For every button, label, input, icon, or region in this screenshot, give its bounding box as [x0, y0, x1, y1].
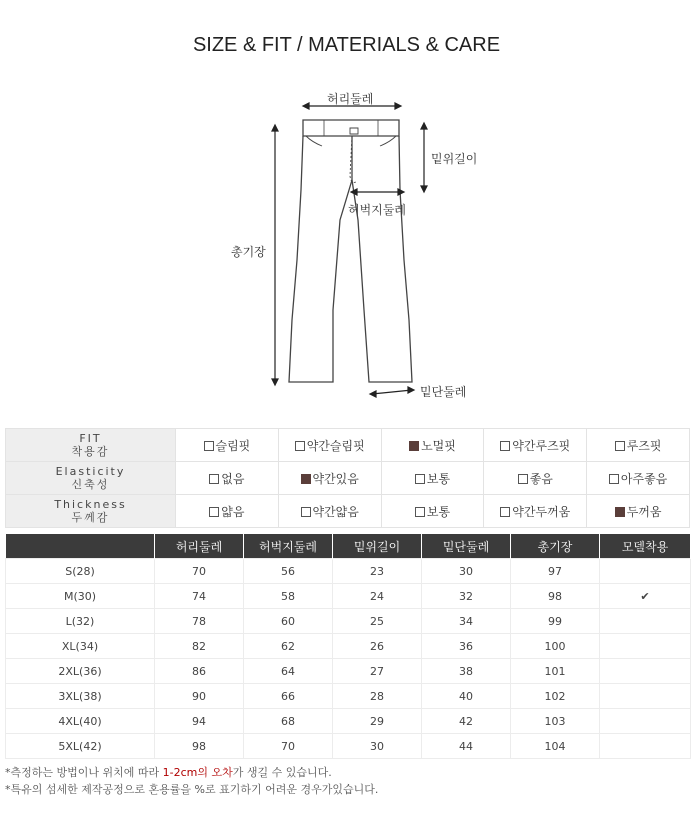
checked-box-icon — [409, 441, 419, 451]
pants-diagram — [0, 80, 693, 420]
size-cell: 42 — [422, 709, 511, 734]
notes — [5, 764, 378, 798]
fit-option — [587, 462, 690, 495]
note-highlight: 1-2cm의 오차 — [162, 766, 233, 779]
fit-option-label: 약간얇음 — [312, 504, 359, 519]
fit-option — [176, 429, 279, 462]
fit-option-label: 루즈핏 — [626, 438, 662, 453]
unchecked-box-icon — [500, 507, 510, 517]
fit-option — [484, 429, 587, 462]
size-cell: 62 — [244, 634, 333, 659]
fit-option — [381, 462, 484, 495]
length-label: 총기장 — [231, 245, 266, 259]
size-cell: 82 — [155, 634, 244, 659]
fit-row — [6, 495, 690, 528]
fit-option — [381, 429, 484, 462]
fit-option — [278, 495, 381, 528]
size-cell: 68 — [244, 709, 333, 734]
size-cell: 34 — [422, 609, 511, 634]
fit-option-label: 노멀핏 — [421, 438, 456, 453]
fit-option-label: 약간루즈핏 — [512, 438, 571, 453]
fit-option-label: 약간슬림핏 — [306, 438, 365, 453]
size-col-header: 허벅지둘레 — [244, 534, 333, 559]
thigh-label: 허벅지둘레 — [348, 203, 406, 217]
checked-box-icon — [301, 474, 311, 484]
size-cell: 27 — [333, 659, 422, 684]
size-cell: 2XL(36) — [6, 659, 155, 684]
size-cell: 97 — [511, 559, 600, 584]
size-row — [6, 734, 691, 759]
size-cell: 26 — [333, 634, 422, 659]
size-cell: 98 — [511, 584, 600, 609]
size-cell: 60 — [244, 609, 333, 634]
size-col-header: 총기장 — [511, 534, 600, 559]
size-cell: 98 — [155, 734, 244, 759]
size-cell: 70 — [155, 559, 244, 584]
unchecked-box-icon — [500, 441, 510, 451]
model-fit-cell — [600, 734, 691, 759]
size-cell: 44 — [422, 734, 511, 759]
size-cell: 29 — [333, 709, 422, 734]
size-cell: 100 — [511, 634, 600, 659]
fit-row-title-en: Elasticity — [55, 465, 126, 478]
model-fit-cell — [600, 684, 691, 709]
fit-row-title — [6, 462, 176, 495]
size-table-header — [6, 534, 691, 559]
unchecked-box-icon — [518, 474, 528, 484]
size-cell: 32 — [422, 584, 511, 609]
rise-label: 밑위길이 — [431, 152, 478, 166]
fit-option-label: 좋음 — [529, 471, 553, 486]
size-cell: 78 — [155, 609, 244, 634]
size-cell: 58 — [244, 584, 333, 609]
size-row — [6, 709, 691, 734]
fit-option-label: 약간있음 — [312, 471, 359, 486]
checkmark-icon: ✔ — [600, 584, 691, 609]
size-row — [6, 684, 691, 709]
fit-option — [278, 429, 381, 462]
fit-option — [484, 495, 587, 528]
fit-row-title-ko: 착용감 — [71, 445, 110, 458]
fit-option-label: 아주좋음 — [620, 471, 668, 486]
size-col-header — [6, 534, 155, 559]
size-cell: 74 — [155, 584, 244, 609]
fit-row-title — [6, 495, 176, 528]
fit-row — [6, 462, 690, 495]
size-cell: 23 — [333, 559, 422, 584]
size-cell: XL(34) — [6, 634, 155, 659]
fit-option-label: 슬림핏 — [215, 438, 251, 453]
fit-row-title-en: FIT — [79, 432, 102, 445]
checked-box-icon — [615, 507, 625, 517]
fit-option-label: 보통 — [426, 471, 451, 486]
fit-row — [6, 429, 690, 462]
fit-row-title-en: Thickness — [54, 498, 127, 511]
size-cell: 101 — [511, 659, 600, 684]
unchecked-box-icon — [301, 507, 311, 517]
size-cell: 102 — [511, 684, 600, 709]
fit-option — [381, 495, 484, 528]
unchecked-box-icon — [209, 507, 219, 517]
fit-option — [176, 495, 279, 528]
pants-illustration — [0, 80, 693, 420]
size-cell: 40 — [422, 684, 511, 709]
unchecked-box-icon — [609, 474, 619, 484]
fit-table — [5, 428, 690, 528]
size-row — [6, 659, 691, 684]
fit-option — [484, 462, 587, 495]
unchecked-box-icon — [415, 507, 425, 517]
size-table — [5, 534, 691, 759]
size-cell: 70 — [244, 734, 333, 759]
fit-row-title-ko: 신축성 — [71, 478, 110, 491]
size-row — [6, 559, 691, 584]
model-fit-cell — [600, 634, 691, 659]
size-cell: 3XL(38) — [6, 684, 155, 709]
size-col-header: 밑위길이 — [333, 534, 422, 559]
size-cell: 25 — [333, 609, 422, 634]
unchecked-box-icon — [204, 441, 214, 451]
page-title: SIZE & FIT / MATERIALS & CARE — [192, 34, 501, 56]
size-col-header: 모델착용 — [600, 534, 691, 559]
fit-option — [587, 429, 690, 462]
size-cell: 103 — [511, 709, 600, 734]
note-2: *특유의 섬세한 제작공정으로 혼용률을 %로 표기하기 어려운 경우가있습니다. — [5, 783, 379, 796]
fit-option — [587, 495, 690, 528]
size-cell: 30 — [422, 559, 511, 584]
size-cell: 28 — [333, 684, 422, 709]
size-cell: 66 — [244, 684, 333, 709]
size-cell: 86 — [155, 659, 244, 684]
size-cell: 38 — [422, 659, 511, 684]
fit-option-label: 약간두꺼움 — [512, 504, 571, 519]
size-row — [6, 634, 691, 659]
size-cell: 64 — [244, 659, 333, 684]
fit-option-label: 두꺼움 — [626, 504, 662, 519]
size-col-header: 밑단둘레 — [422, 534, 511, 559]
size-cell: 99 — [511, 609, 600, 634]
model-fit-cell — [600, 709, 691, 734]
size-cell: 56 — [244, 559, 333, 584]
size-cell: 94 — [155, 709, 244, 734]
fit-option — [278, 462, 381, 495]
model-fit-cell — [600, 559, 691, 584]
fit-row-title-ko: 두께감 — [71, 511, 110, 524]
size-cell: 30 — [333, 734, 422, 759]
size-row — [6, 584, 691, 609]
model-fit-cell — [600, 659, 691, 684]
size-cell: 104 — [511, 734, 600, 759]
size-col-header: 허리둘레 — [155, 534, 244, 559]
unchecked-box-icon — [295, 441, 305, 451]
size-cell: 5XL(42) — [6, 734, 155, 759]
fit-option — [176, 462, 279, 495]
waist-label: 허리둘레 — [327, 92, 374, 106]
fit-option-label: 보통 — [426, 504, 451, 519]
unchecked-box-icon — [209, 474, 219, 484]
note-1: *측정하는 방법이나 위치에 따라 1-2cm의 오차가 생길 수 있습니다. — [5, 766, 332, 779]
fit-option-label: 얇음 — [221, 504, 245, 519]
size-cell: 90 — [155, 684, 244, 709]
size-cell: L(32) — [6, 609, 155, 634]
size-cell: M(30) — [6, 584, 155, 609]
size-row — [6, 609, 691, 634]
size-cell: 24 — [333, 584, 422, 609]
model-fit-cell — [600, 609, 691, 634]
fit-option-label: 없음 — [221, 471, 245, 486]
size-cell: S(28) — [6, 559, 155, 584]
size-cell: 4XL(40) — [6, 709, 155, 734]
fit-row-title — [6, 429, 176, 462]
unchecked-box-icon — [415, 474, 425, 484]
hem-label: 밑단둘레 — [420, 385, 467, 399]
size-cell: 36 — [422, 634, 511, 659]
unchecked-box-icon — [615, 441, 625, 451]
